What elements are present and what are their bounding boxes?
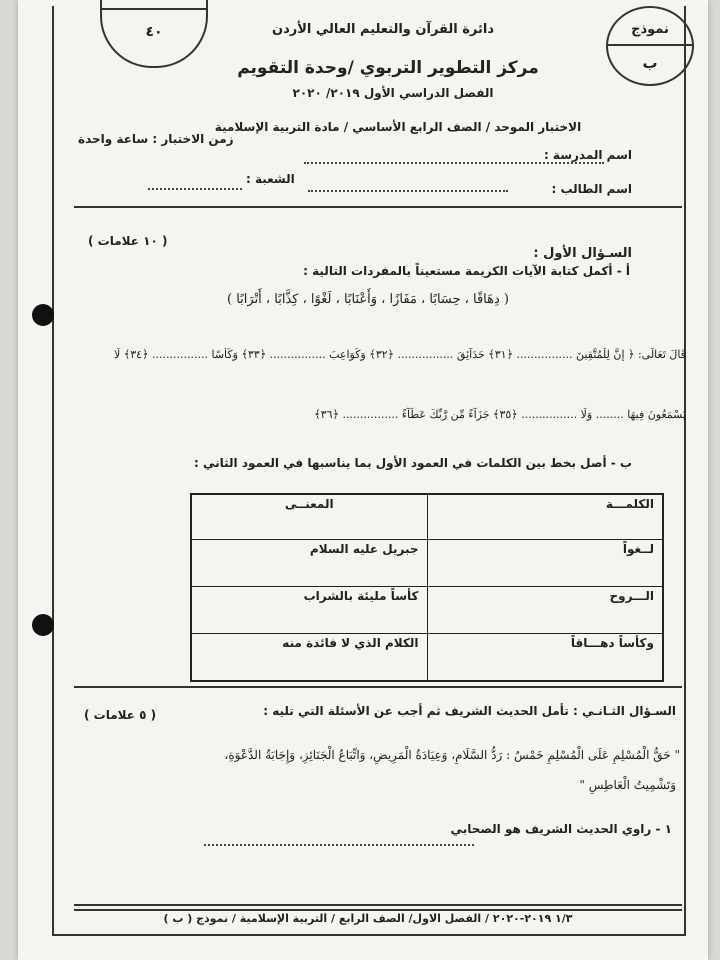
exam-line: الاختبار الموحد / الصف الرابع الأساسي / مادة التربية الإسلامية: [214, 120, 582, 134]
model-circle: [606, 6, 694, 86]
footer-rule-top: [74, 904, 682, 906]
hadith-line-1: " حَقُّ الْمُسْلِمِ عَلَى الْمُسْلِمِ خَمْسٌ : رَدُّ السَّلَامِ، وَعِيَادَةُ الْمَرِيضِ، وَاتِّبَاعُ الْجَنَائِزِ، وَإِجَابَةُ الدَّعْوَةِ،: [224, 748, 680, 762]
q2-item-1-answer[interactable]: [204, 836, 474, 846]
q1-part-b: ب - أصل بخط بين الكلمات في العمود الأول بما يناسبها في العمود الثاني :: [194, 456, 632, 470]
table-row: [191, 634, 663, 682]
word-cell: الـــروح: [427, 587, 663, 634]
q2-title: السـؤال الثـانـي : تأمل الحديث الشريف ثم أجب عن الأسئلة التي تليه :: [263, 704, 676, 718]
meaning-cell: كأساً مليئة بالشراب: [191, 587, 427, 634]
matching-table: [190, 493, 664, 682]
meaning-cell: الكلام الذي لا فائدة منه: [191, 634, 427, 682]
col-meaning-header: المعنــى: [191, 494, 427, 540]
table-header-row: [191, 494, 663, 540]
student-name-field[interactable]: [308, 180, 508, 192]
ministry-line: دائرة القرآن والتعليم العالي الأردن: [271, 22, 495, 37]
duration: زمن الاختبار : ساعة واحدة: [78, 132, 234, 146]
model-value: ب: [642, 54, 658, 72]
table-row: [191, 587, 663, 634]
section-rule: [74, 686, 682, 688]
center-title: مركز التطوير التربوي /وحدة التقويم: [237, 58, 539, 78]
student-label: اسم الطالب :: [551, 182, 632, 196]
verse-line-1: قَالَ تَعَالَى: ﴿ إِنَّ لِلْمُتَّقِينَ ................ ﴿٣١﴾ حَدَآئِقَ ................ ﴿٣٢﴾ وَكَوَاعِبَ ................ ﴿٣٣﴾ وَكَأْسًا ................ ﴿٣٤﴾ لَّا: [114, 348, 686, 361]
punch-hole-top: [32, 304, 54, 326]
q2-item-1: ١ - راوي الحديث الشريف هو الصحابي: [450, 822, 672, 836]
word-cell: لــغواً: [427, 540, 663, 587]
q1-title: السـؤال الأول :: [533, 246, 632, 261]
word-cell: وكأساً دهـــاقاً: [427, 634, 663, 682]
section-field[interactable]: [148, 180, 242, 190]
header-rule: [74, 206, 682, 208]
q2-marks: ( ٥ علامات ): [84, 708, 157, 722]
col-word-header: الكلمـــة: [427, 494, 663, 540]
term-line: الفصل الدراسي الأول ٢٠١٩/ ٢٠٢٠: [292, 86, 494, 100]
score-total: ٤٠: [145, 24, 163, 40]
q1-part-a: أ - أكمل كتابة الآيات الكريمة مستعيناً بالمفردات التالية :: [303, 264, 630, 278]
school-label: اسم المدرسة :: [543, 148, 632, 162]
verse-line-2: يَسْمَعُونَ فِيهَا ........ وَلَا ................ ﴿٣٥﴾ جَزَآءً مِّن رَّبِّكَ عَطَآءً ................ ﴿٣٦﴾: [314, 408, 686, 421]
school-name-field[interactable]: [304, 150, 604, 164]
q1-word-bank: ( دِهَاقًا ، حِسَابًا ، مَفَازًا ، وَأَعْنَابًا ، لَغْوًا ، كِذَّابًا ، أَتْرَابًا ): [227, 292, 509, 307]
q1-marks: ( ١٠ علامات ): [88, 234, 168, 248]
model-label: نموذج: [631, 22, 669, 37]
exam-sheet: [18, 0, 708, 960]
table-row: [191, 540, 663, 587]
footer-text: ١/٣ ٢٠١٩-٢٠٢٠ / الفصل الاول/ الصف الرابع / التربية الإسلامية / نموذج ( ب ): [163, 912, 573, 925]
meaning-cell: جبريل عليه السلام: [191, 540, 427, 587]
footer-rule-bottom: [74, 909, 682, 911]
section-label: الشعبة :: [246, 172, 295, 186]
punch-hole-bottom: [32, 614, 54, 636]
hadith-line-2: وَتَشْمِيتُ الْعَاطِسِ ": [579, 778, 676, 792]
